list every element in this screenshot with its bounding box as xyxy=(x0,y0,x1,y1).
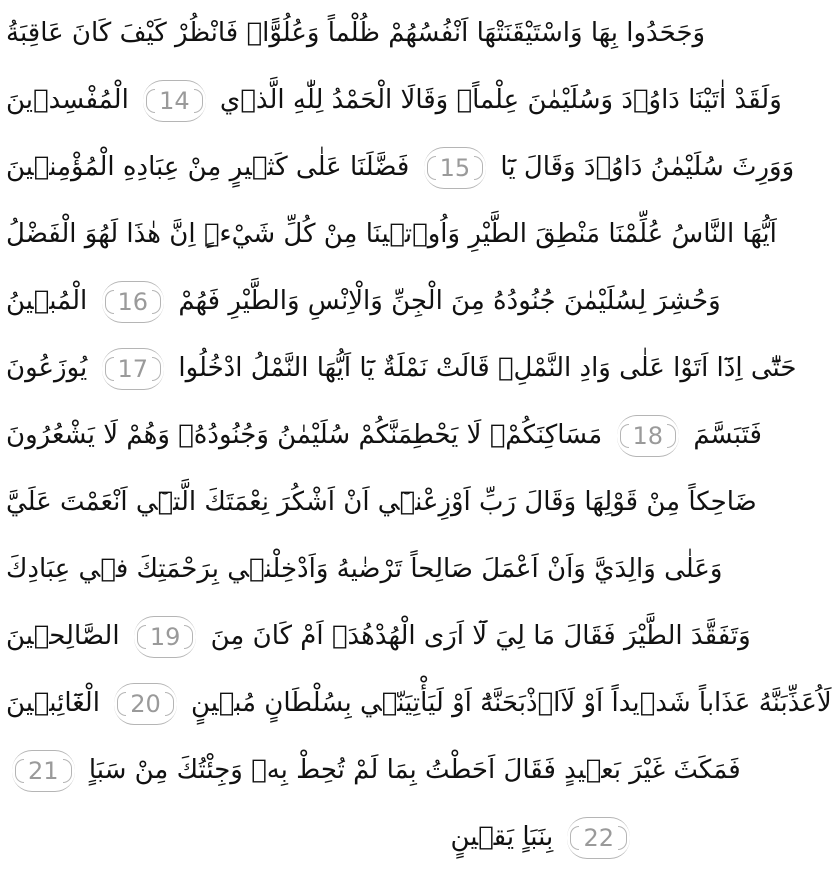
verse-text: وَجَحَدُوا بِهَا وَاسْتَيْقَنَتْهَا اَنْفُسُهُمْ ظُلْماً وَعُلُوًّاۜ فَانْظُرْ كَيْفَ كَانَ عَاقِبَةُ xyxy=(6,18,706,48)
verse-text: وَتَفَقَّدَ الطَّيْرَ فَقَالَ مَا لِيَ لَٓا اَرَى الْهُدْهُدَۘ اَمْ كَانَ مِنَ xyxy=(210,621,751,651)
verse-number-marker: 20 xyxy=(114,683,177,725)
verse-text: فَمَكَثَ غَيْرَ بَع۪يدٍ فَقَالَ اَحَطْتُ بِمَا لَمْ تُحِطْ بِه۪ وَجِئْتُكَ مِنْ سَبَاٍ xyxy=(88,755,741,785)
verse-text: فَضَّلَنَا عَلٰى كَث۪يرٍ مِنْ عِبَادِهِ الْمُؤْمِن۪ينَ xyxy=(6,152,410,182)
verse-line xyxy=(6,672,832,739)
verse-text: وَلَقَدْ اٰتَيْنَا دَاوُ۫دَ وَسُلَيْمٰنَ عِلْماًۚ وَقَالَا الْحَمْدُ لِلّٰهِ الَّذ۪ي xyxy=(219,85,782,115)
verse-line xyxy=(6,337,797,404)
verse-number-marker: 14 xyxy=(143,80,206,122)
verse-text: الْغَٓائِب۪ينَ xyxy=(6,688,100,718)
verse-number-marker: 19 xyxy=(134,616,197,658)
verse-number-marker: 16 xyxy=(102,281,165,323)
verse-number-marker: 18 xyxy=(617,415,680,457)
verse-text: اَيُّهَا النَّاسُ عُلِّمْنَا مَنْطِقَ الطَّيْرِ وَاُو۫ت۪ينَا مِنْ كُلِّ شَيْءٍۜ اِنَّ هٰذَا لَهُوَ الْفَضْلُ xyxy=(6,219,777,249)
verse-text: يُوزَعُونَ xyxy=(6,353,88,383)
verse-text: وَحُشِرَ لِسُلَيْمٰنَ جُنُودُهُ مِنَ الْجِنِّ وَالْاِنْسِ وَالطَّيْرِ فَهُمْ xyxy=(178,286,721,316)
verse-text: بِنَبَاٍ يَق۪ينٍ xyxy=(450,822,554,852)
verse-line xyxy=(6,270,721,337)
verse-line xyxy=(6,605,751,672)
verse-line xyxy=(6,471,757,538)
verse-text: حَتّٰٓى اِذَٓا اَتَوْا عَلٰى وَادِ النَّمْلِۙ قَالَتْ نَمْلَةٌ يَٓا اَيُّهَا النَّمْلُ ادْخُلُوا xyxy=(178,353,797,383)
verse-text: ضَاحِكاً مِنْ قَوْلِهَا وَقَالَ رَبِّ اَوْزِعْن۪ٓي اَنْ اَشْكُرَ نِعْمَتَكَ الَّت۪ٓي اَنْعَمْتَ عَلَيَّ xyxy=(6,487,757,517)
verse-line xyxy=(6,739,741,806)
verse-line xyxy=(6,136,795,203)
verse-number-marker: 17 xyxy=(102,348,165,390)
verse-text: الْمُب۪ينُ xyxy=(6,286,88,316)
verse-text: وَعَلٰى وَالِدَيَّ وَاَنْ اَعْمَلَ صَالِحاً تَرْضٰيهُ وَاَدْخِلْن۪ي بِرَحْمَتِكَ ف۪ي عِبَادِكَ xyxy=(6,554,723,584)
verse-text: وَوَرِثَ سُلَيْمٰنُ دَاوُ۫دَ وَقَالَ يَٓا xyxy=(500,152,795,182)
verse-number-marker: 22 xyxy=(567,817,630,859)
verse-line xyxy=(6,806,636,873)
verse-line xyxy=(6,404,762,471)
verse-text: مَسَاكِنَكُمْۚ لَا يَحْطِمَنَّكُمْ سُلَيْمٰنُ وَجُنُودُهُۙ وَهُمْ لَا يَشْعُرُونَ xyxy=(6,420,603,450)
verse-text: الْمُفْسِد۪ينَ xyxy=(6,85,129,115)
verse-text: فَتَبَسَّمَ xyxy=(693,420,762,450)
verse-line xyxy=(6,538,723,605)
verse-line xyxy=(6,2,706,69)
verse-number-marker: 15 xyxy=(424,147,487,189)
verse-number-marker: 21 xyxy=(12,750,75,792)
verse-text: الصَّالِح۪ينَ xyxy=(6,621,120,651)
verse-line xyxy=(6,203,777,270)
verse-text: لَاُعَذِّبَنَّهُ عَذَاباً شَد۪يداً اَوْ لَاَا۬ذْبَحَنَّهُٓ اَوْ لَيَأْتِيَنّ۪ي بِسُلْطَانٍ مُب۪ينٍ xyxy=(191,688,832,718)
verse-line xyxy=(6,69,782,136)
